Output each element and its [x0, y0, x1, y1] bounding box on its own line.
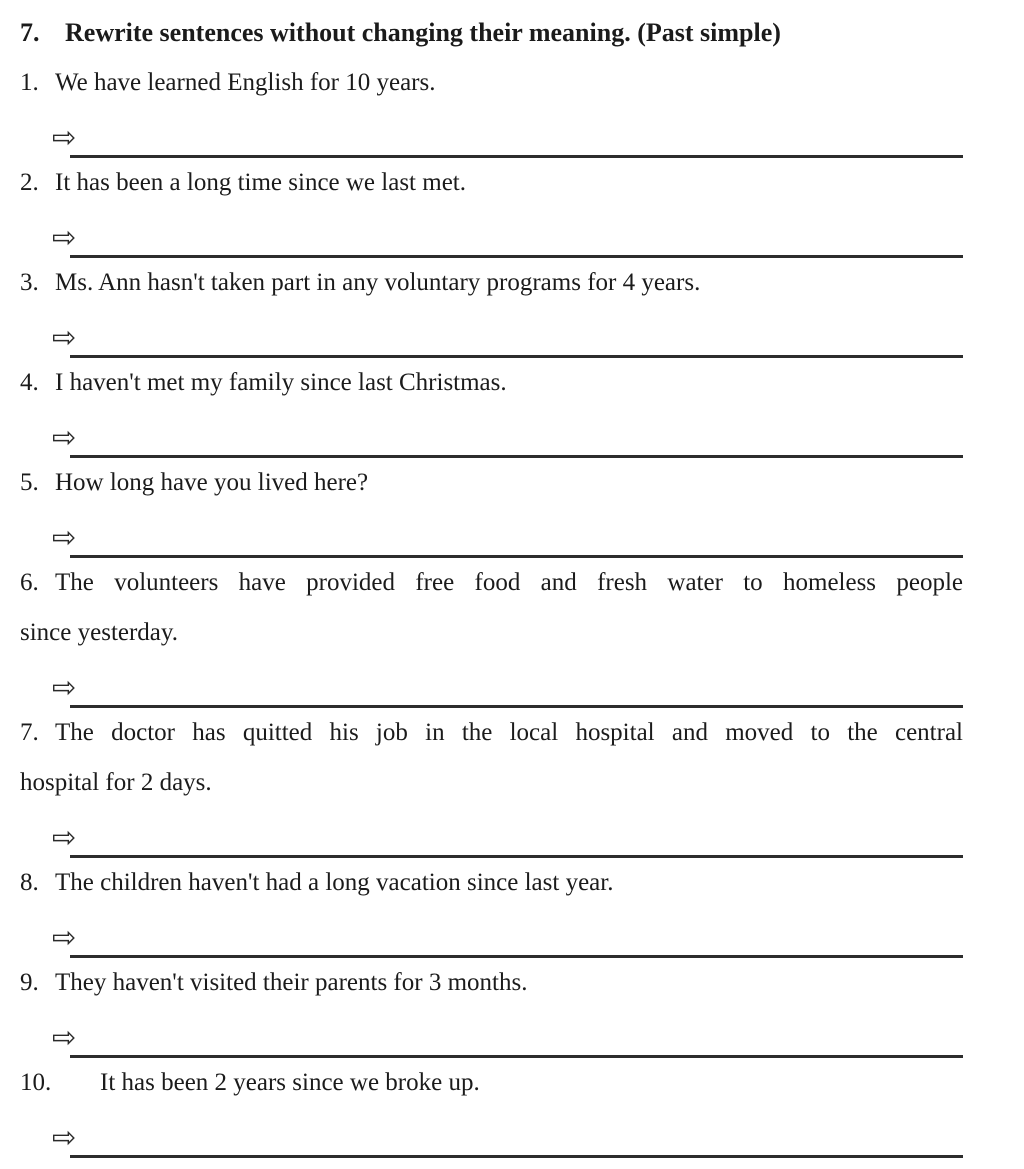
answer-row [20, 658, 963, 708]
item-number: 2. [20, 169, 39, 196]
sentence-text: We have learned English for 10 years. [55, 69, 436, 96]
sentence-line [20, 958, 963, 1008]
exercise-item-3 [20, 258, 963, 358]
exercise-heading [20, 8, 963, 58]
exercise-item-7 [20, 708, 963, 858]
sentence-line [20, 1058, 963, 1108]
exercise-item-2 [20, 158, 963, 258]
sentence-continuation: since yesterday. [20, 619, 179, 646]
heading-number: 7. [20, 18, 40, 47]
item-number: 10. [20, 1069, 52, 1096]
rightwards-arrow-icon: ⇨ [52, 120, 77, 154]
answer-row [20, 408, 963, 458]
rightwards-arrow-icon: ⇨ [52, 320, 77, 354]
rightwards-arrow-icon: ⇨ [52, 920, 77, 954]
rightwards-arrow-icon: ⇨ [52, 520, 77, 554]
sentence-line [20, 58, 963, 108]
answer-blank[interactable] [70, 1155, 963, 1158]
exercise-item-8 [20, 858, 963, 958]
answer-row [20, 808, 963, 858]
sentence-text: The children haven't had a long vacation since last year. [55, 869, 614, 896]
item-number: 8. [20, 869, 39, 896]
item-number: 1. [20, 69, 39, 96]
item-number: 5. [20, 469, 39, 496]
rightwards-arrow-icon: ⇨ [52, 420, 77, 454]
sentence-line [20, 558, 963, 608]
sentence-line [20, 258, 963, 308]
sentence-text: How long have you lived here? [55, 469, 369, 496]
sentence-text: Ms. Ann hasn't taken part in any voluntary programs for 4 years. [55, 269, 701, 296]
exercise-item-4 [20, 358, 963, 458]
item-number: 4. [20, 369, 39, 396]
item-number: 7. [20, 719, 39, 746]
item-number: 6. [20, 569, 39, 596]
sentence-line [20, 458, 963, 508]
sentence-text: They haven't visited their parents for 3 months. [55, 969, 528, 996]
sentence-line [20, 158, 963, 208]
exercise-item-9 [20, 958, 963, 1058]
answer-row [20, 208, 963, 258]
sentence-text: It has been a long time since we last met. [55, 169, 466, 196]
heading-text: Rewrite sentences without changing their meaning. (Past simple) [65, 18, 781, 47]
exercise-item-10 [20, 1058, 963, 1158]
rightwards-arrow-icon: ⇨ [52, 220, 77, 254]
item-number: 9. [20, 969, 39, 996]
sentence-text: I haven't met my family since last Christmas. [55, 369, 507, 396]
exercise-item-5 [20, 458, 963, 558]
sentence-line [20, 858, 963, 908]
sentence-continuation: hospital for 2 days. [20, 769, 212, 796]
rightwards-arrow-icon: ⇨ [52, 820, 77, 854]
item-number: 3. [20, 269, 39, 296]
sentence-line [20, 708, 963, 758]
sentence-text: The doctor has quitted his job in the local hospital and moved to the central [55, 719, 963, 746]
exercise-item-6 [20, 558, 963, 708]
sentence-text: The volunteers have provided free food and fresh water to homeless people [55, 569, 963, 596]
sentence-line [20, 358, 963, 408]
rightwards-arrow-icon: ⇨ [52, 670, 77, 704]
answer-row [20, 108, 963, 158]
answer-row [20, 908, 963, 958]
answer-row [20, 1108, 963, 1158]
rightwards-arrow-icon: ⇨ [52, 1120, 77, 1154]
exercise-item-1 [20, 58, 963, 158]
sentence-text: It has been 2 years since we broke up. [100, 1069, 480, 1096]
rightwards-arrow-icon: ⇨ [52, 1020, 77, 1054]
answer-row [20, 1008, 963, 1058]
answer-row [20, 308, 963, 358]
answer-row [20, 508, 963, 558]
